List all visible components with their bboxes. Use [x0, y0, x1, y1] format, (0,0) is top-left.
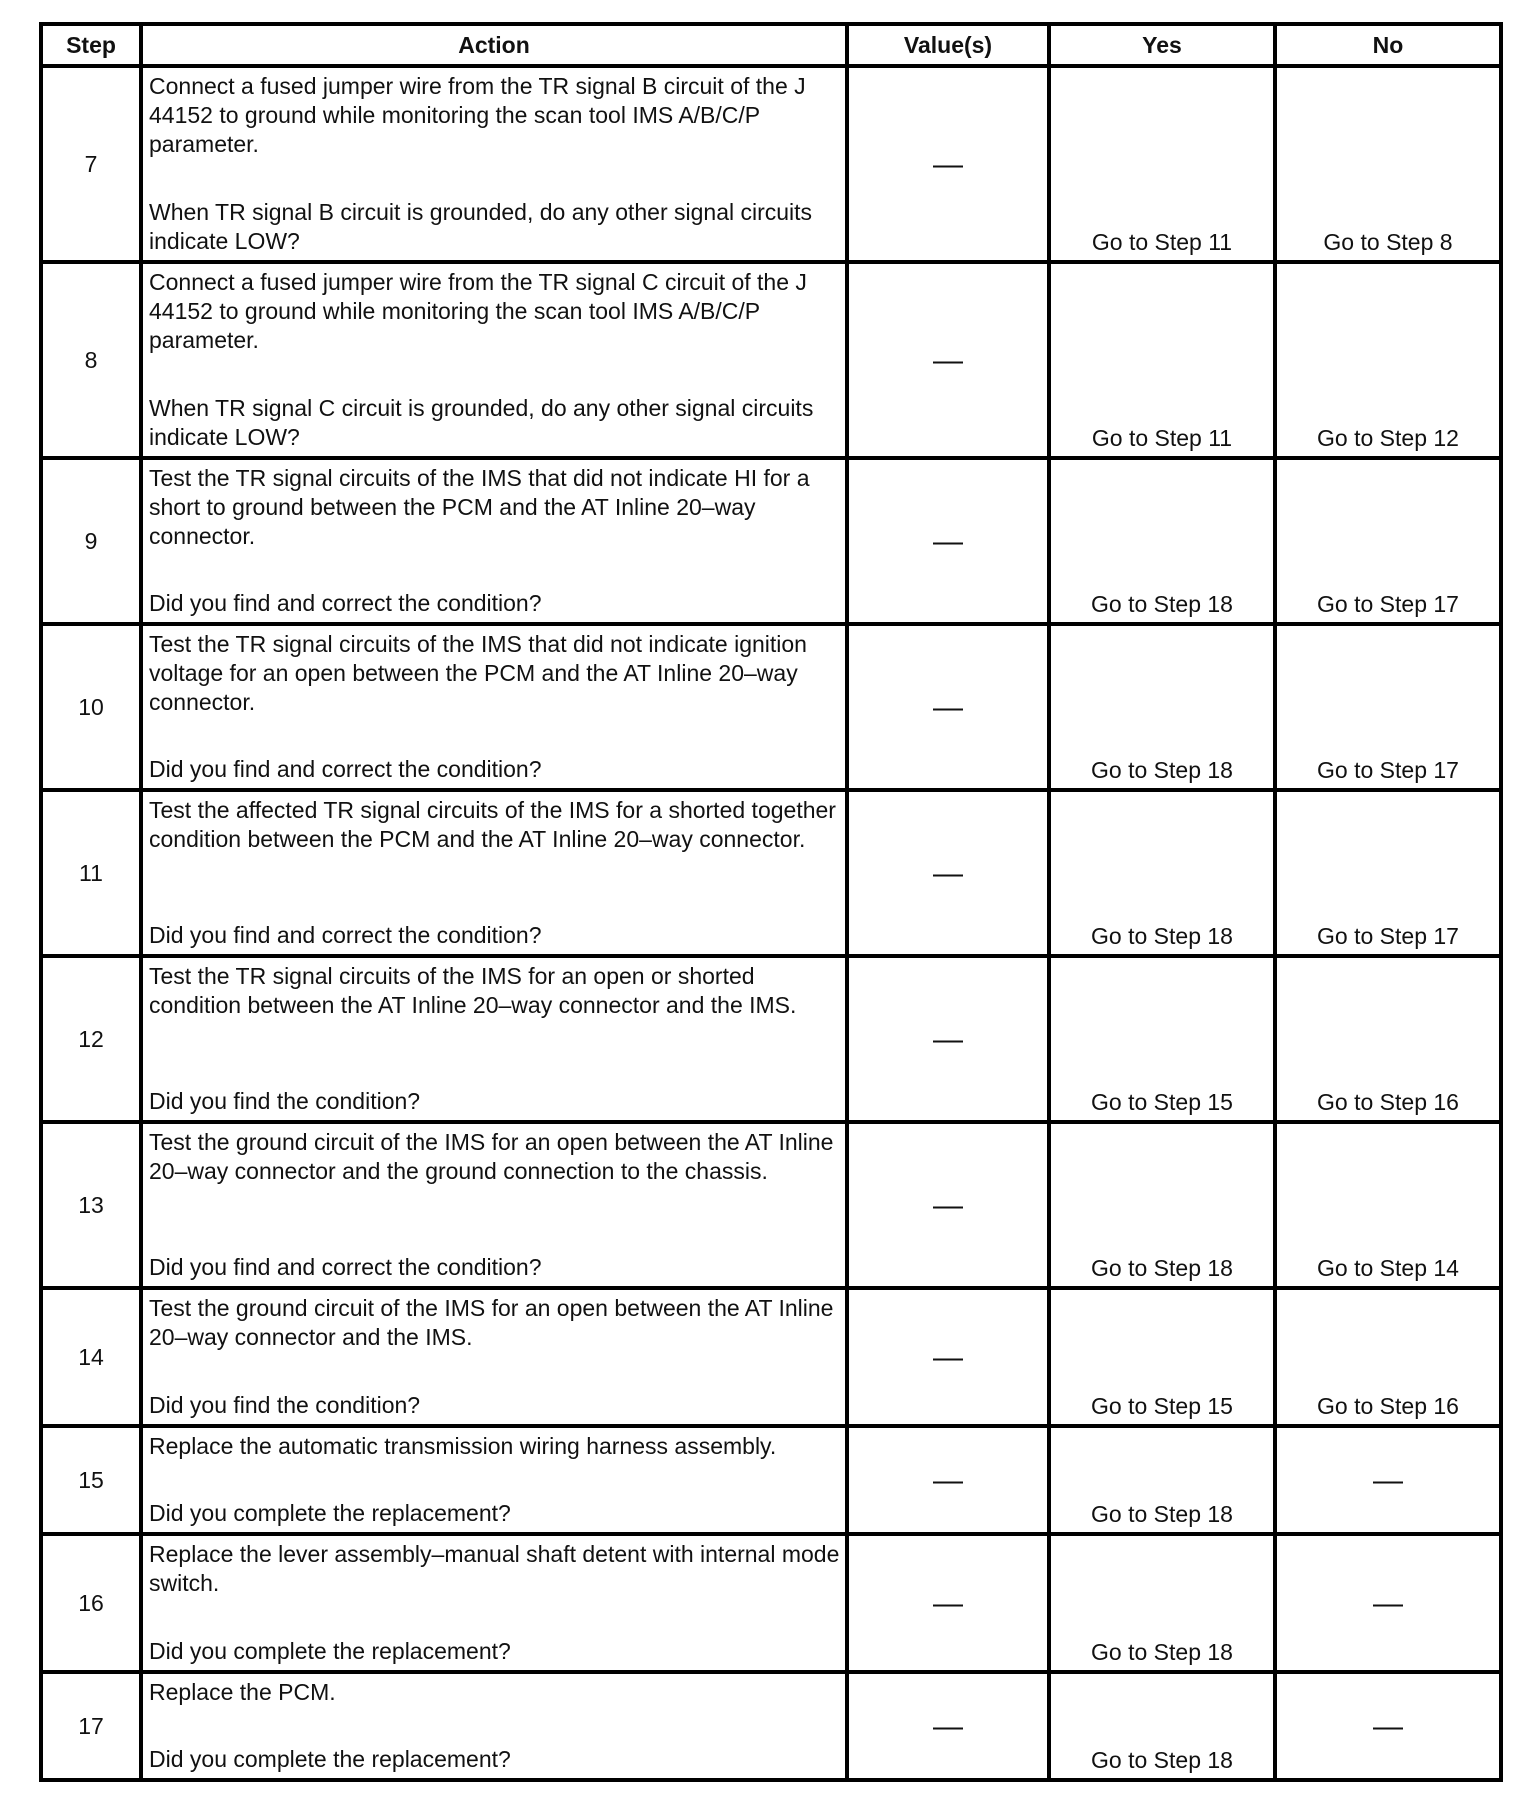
step-number: 11 [41, 790, 141, 956]
step-number: 13 [41, 1122, 141, 1288]
action-content [149, 72, 841, 256]
table-row [41, 790, 1501, 956]
step-number: 10 [41, 624, 141, 790]
table-row [41, 1288, 1501, 1426]
action-cell [141, 956, 847, 1122]
action-content [149, 464, 841, 618]
table-row [41, 66, 1501, 262]
action-cell [141, 66, 847, 262]
action-text: Connect a fused jumper wire from the TR signal B circuit of the J 44152 to ground while monitoring the scan tool IMS A/B/C/P parameter. [149, 73, 806, 157]
table-body [41, 66, 1501, 1780]
action-text: Replace the PCM. [149, 1679, 336, 1705]
action-content [149, 1128, 841, 1282]
table-row [41, 1122, 1501, 1288]
action-content [149, 1432, 841, 1528]
yes-cell: Go to Step 15 [1049, 1288, 1275, 1426]
no-cell: Go to Step 16 [1275, 1288, 1501, 1426]
value-cell: — [847, 1288, 1049, 1426]
value-cell: — [847, 1534, 1049, 1672]
action-question: Did you find and correct the condition? [149, 1254, 542, 1280]
action-cell [141, 1426, 847, 1534]
no-cell: Go to Step 17 [1275, 790, 1501, 956]
header-row [41, 24, 1501, 66]
action-text: Test the ground circuit of the IMS for an open between the AT Inline 20–way connector and the IMS. [149, 1295, 834, 1350]
value-cell: — [847, 1122, 1049, 1288]
action-cell [141, 458, 847, 624]
yes-cell: Go to Step 11 [1049, 66, 1275, 262]
action-question: Did you find and correct the condition? [149, 756, 542, 782]
yes-cell: Go to Step 11 [1049, 262, 1275, 458]
action-cell [141, 624, 847, 790]
action-question: Did you find the condition? [149, 1392, 421, 1418]
header-no: No [1275, 24, 1501, 66]
table-row [41, 624, 1501, 790]
no-cell: Go to Step 12 [1275, 262, 1501, 458]
header-step: Step [41, 24, 141, 66]
action-text: Test the affected TR signal circuits of the IMS for a shorted together condition between the PCM and the AT Inline 20–way connector. [149, 797, 836, 852]
step-number: 9 [41, 458, 141, 624]
no-cell: Go to Step 16 [1275, 956, 1501, 1122]
yes-cell: Go to Step 18 [1049, 1672, 1275, 1780]
action-content [149, 630, 841, 784]
action-text: Connect a fused jumper wire from the TR signal C circuit of the J 44152 to ground while monitoring the scan tool IMS A/B/C/P parameter. [149, 269, 807, 353]
no-cell: Go to Step 14 [1275, 1122, 1501, 1288]
value-cell: — [847, 262, 1049, 458]
action-text: Test the TR signal circuits of the IMS for an open or shorted condition between the AT Inline 20–way connector and the IMS. [149, 963, 797, 1018]
no-cell: — [1275, 1672, 1501, 1780]
action-content [149, 962, 841, 1116]
yes-cell: Go to Step 18 [1049, 1426, 1275, 1534]
step-number: 15 [41, 1426, 141, 1534]
header-action: Action [141, 24, 847, 66]
yes-cell: Go to Step 18 [1049, 1534, 1275, 1672]
action-content [149, 1294, 841, 1420]
action-question: When TR signal C circuit is grounded, do any other signal circuits indicate LOW? [149, 395, 814, 450]
action-text: Test the ground circuit of the IMS for an open between the AT Inline 20–way connector and the ground connection to the chassis. [149, 1129, 834, 1184]
action-text: Test the TR signal circuits of the IMS that did not indicate ignition voltage for an open between the PCM and the AT Inline 20–way connector. [149, 631, 807, 715]
action-content [149, 1540, 841, 1666]
action-question: When TR signal B circuit is grounded, do any other signal circuits indicate LOW? [149, 199, 813, 254]
action-cell [141, 1122, 847, 1288]
diagnostic-table [39, 22, 1503, 1782]
table-row [41, 1426, 1501, 1534]
action-content [149, 1678, 841, 1774]
value-cell: — [847, 1426, 1049, 1534]
action-question: Did you find the condition? [149, 1088, 421, 1114]
step-number: 16 [41, 1534, 141, 1672]
action-cell [141, 790, 847, 956]
value-cell: — [847, 458, 1049, 624]
action-question: Did you complete the replacement? [149, 1638, 511, 1664]
action-cell [141, 1288, 847, 1426]
action-text: Replace the automatic transmission wiring harness assembly. [149, 1433, 777, 1459]
action-text: Replace the lever assembly–manual shaft detent with internal mode switch. [149, 1541, 840, 1596]
yes-cell: Go to Step 18 [1049, 1122, 1275, 1288]
table-row [41, 1534, 1501, 1672]
action-question: Did you find and correct the condition? [149, 590, 542, 616]
no-cell: — [1275, 1426, 1501, 1534]
table-row [41, 458, 1501, 624]
action-question: Did you complete the replacement? [149, 1500, 511, 1526]
value-cell: — [847, 956, 1049, 1122]
action-content [149, 268, 841, 452]
step-number: 12 [41, 956, 141, 1122]
yes-cell: Go to Step 18 [1049, 790, 1275, 956]
value-cell: — [847, 624, 1049, 790]
no-cell: Go to Step 8 [1275, 66, 1501, 262]
step-number: 14 [41, 1288, 141, 1426]
value-cell: — [847, 1672, 1049, 1780]
no-cell: Go to Step 17 [1275, 458, 1501, 624]
action-cell [141, 1534, 847, 1672]
action-question: Did you complete the replacement? [149, 1746, 511, 1772]
action-cell [141, 262, 847, 458]
table-row [41, 1672, 1501, 1780]
action-question: Did you find and correct the condition? [149, 922, 542, 948]
action-cell [141, 1672, 847, 1780]
value-cell: — [847, 66, 1049, 262]
no-cell: — [1275, 1534, 1501, 1672]
step-number: 7 [41, 66, 141, 262]
action-text: Test the TR signal circuits of the IMS that did not indicate HI for a short to ground between the PCM and the AT Inline 20–way connector. [149, 465, 810, 549]
value-cell: — [847, 790, 1049, 956]
header-values: Value(s) [847, 24, 1049, 66]
yes-cell: Go to Step 18 [1049, 624, 1275, 790]
yes-cell: Go to Step 15 [1049, 956, 1275, 1122]
header-yes: Yes [1049, 24, 1275, 66]
table-row [41, 262, 1501, 458]
no-cell: Go to Step 17 [1275, 624, 1501, 790]
table-row [41, 956, 1501, 1122]
step-number: 17 [41, 1672, 141, 1780]
yes-cell: Go to Step 18 [1049, 458, 1275, 624]
step-number: 8 [41, 262, 141, 458]
action-content [149, 796, 841, 950]
